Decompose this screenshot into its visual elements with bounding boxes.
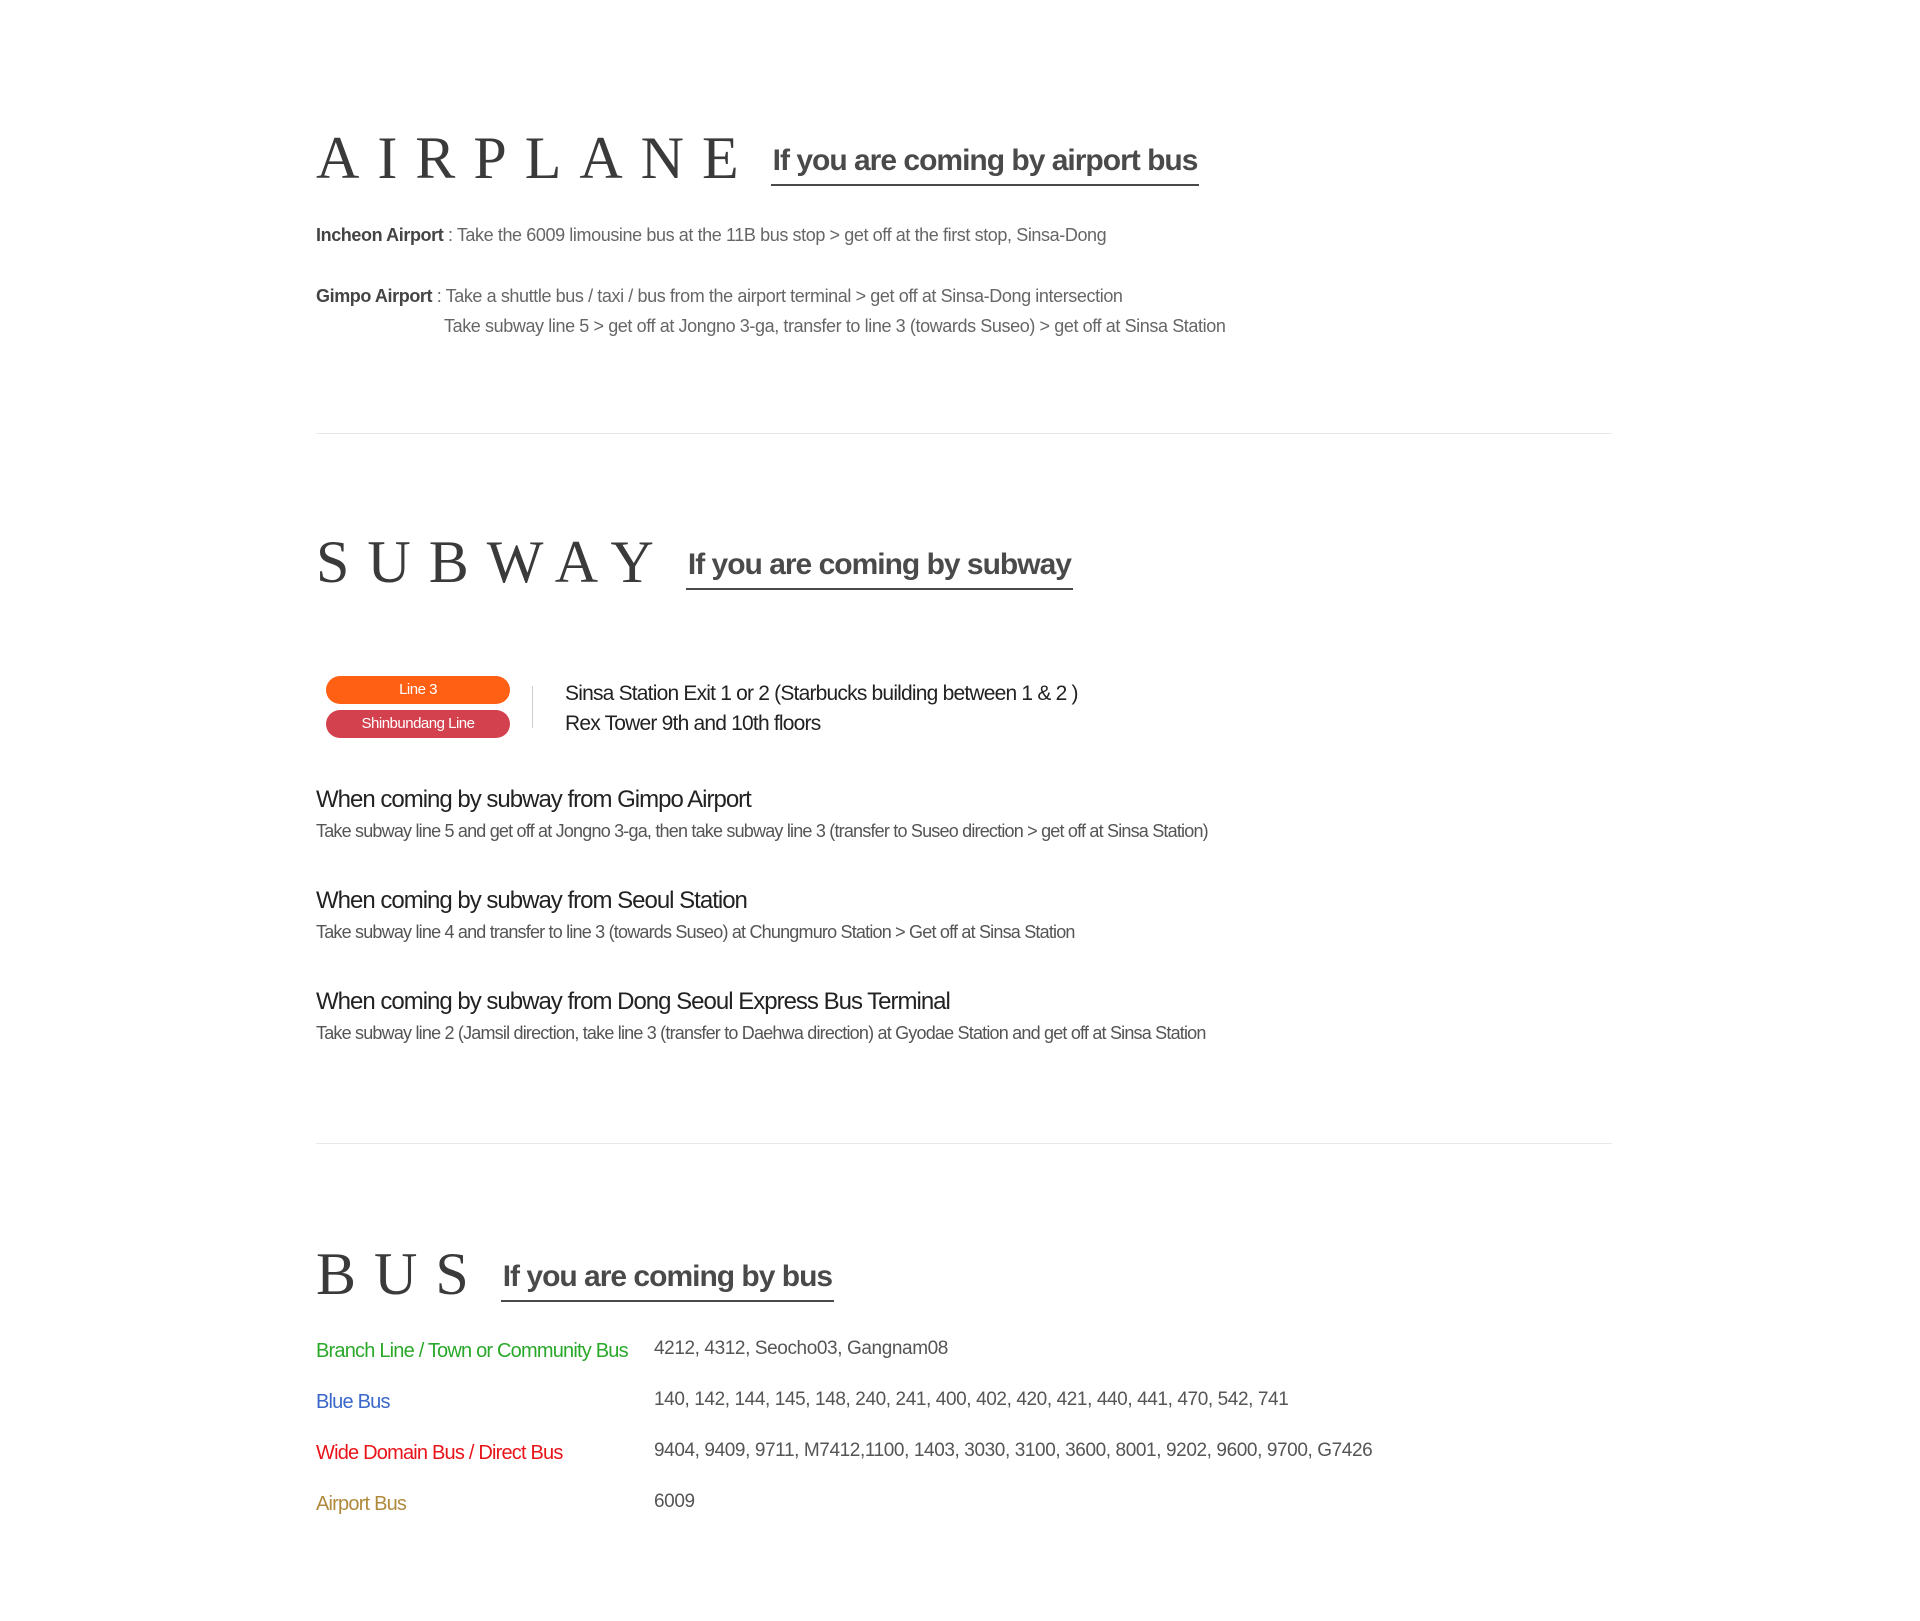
route-title-dong-seoul: When coming by subway from Dong Seoul Express Bus Terminal bbox=[316, 988, 950, 1015]
bus-label-wide-domain: Wide Domain Bus / Direct Bus bbox=[316, 1442, 563, 1464]
route-title-gimpo: When coming by subway from Gimpo Airport bbox=[316, 786, 751, 813]
bus-numbers-wide-domain: 9404, 9409, 9711, M7412,1100, 1403, 3030, 3100, 3600, 8001, 9202, 9600, 9700, G7426 bbox=[654, 1440, 1373, 1461]
route-desc-gimpo: Take subway line 5 and get off at Jongno 3-ga, then take subway line 3 (transfer to Suseo direction > get off at Sinsa Station) bbox=[316, 821, 1208, 841]
bus-title: BUS bbox=[316, 1241, 487, 1307]
incheon-text: : Take the 6009 limousine bus at the 11B bus stop > get off at the first stop, Sinsa-Dong bbox=[443, 225, 1107, 245]
gimpo-label: Gimpo Airport bbox=[316, 286, 433, 306]
subway-title: SUBWAY bbox=[316, 529, 672, 595]
incheon-label: Incheon Airport bbox=[316, 225, 444, 245]
line-3-badge: Line 3 bbox=[326, 676, 510, 704]
gimpo-text-2: Take subway line 5 > get off at Jongno 3-ga, transfer to line 3 (towards Suseo) > get off at Sinsa Station bbox=[444, 316, 1226, 336]
airplane-title: AIRPLANE bbox=[316, 125, 757, 191]
bus-numbers-branch-line: 4212, 4312, Seocho03, Gangnam08 bbox=[654, 1338, 948, 1359]
section-divider bbox=[316, 1143, 1612, 1144]
gimpo-text-1: : Take a shuttle bus / taxi / bus from the airport terminal > get off at Sinsa-Dong intersection bbox=[432, 286, 1123, 306]
shinbundang-line-badge: Shinbundang Line bbox=[326, 710, 510, 738]
station-floor-info: Rex Tower 9th and 10th floors bbox=[565, 712, 821, 735]
incheon-directions bbox=[316, 226, 1106, 244]
route-desc-dong-seoul: Take subway line 2 (Jamsil direction, take line 3 (transfer to Daehwa direction) at Gyodae Station and get off at Sinsa Station bbox=[316, 1023, 1206, 1043]
route-title-seoul-station: When coming by subway from Seoul Station bbox=[316, 887, 747, 914]
badge-divider bbox=[532, 686, 533, 728]
bus-label-airport-bus: Airport Bus bbox=[316, 1493, 407, 1515]
station-exit-info: Sinsa Station Exit 1 or 2 (Starbucks building between 1 & 2 ) bbox=[565, 682, 1078, 705]
subway-subtitle: If you are coming by subway bbox=[686, 550, 1073, 590]
gimpo-directions bbox=[316, 287, 1123, 305]
subway-header bbox=[316, 529, 1073, 595]
airplane-subtitle: If you are coming by airport bus bbox=[771, 146, 1200, 186]
bus-header bbox=[316, 1241, 834, 1307]
bus-numbers-blue-bus: 140, 142, 144, 145, 148, 240, 241, 400, 402, 420, 421, 440, 441, 470, 542, 741 bbox=[654, 1389, 1289, 1410]
bus-label-blue-bus: Blue Bus bbox=[316, 1391, 390, 1413]
bus-subtitle: If you are coming by bus bbox=[501, 1262, 834, 1302]
route-desc-seoul-station: Take subway line 4 and transfer to line 3 (towards Suseo) at Chungmuro Station > Get off at Sinsa Station bbox=[316, 922, 1075, 942]
airplane-header bbox=[316, 125, 1199, 191]
bus-label-branch-line: Branch Line / Town or Community Bus bbox=[316, 1340, 628, 1362]
section-divider bbox=[316, 433, 1612, 434]
bus-numbers-airport-bus: 6009 bbox=[654, 1491, 695, 1512]
